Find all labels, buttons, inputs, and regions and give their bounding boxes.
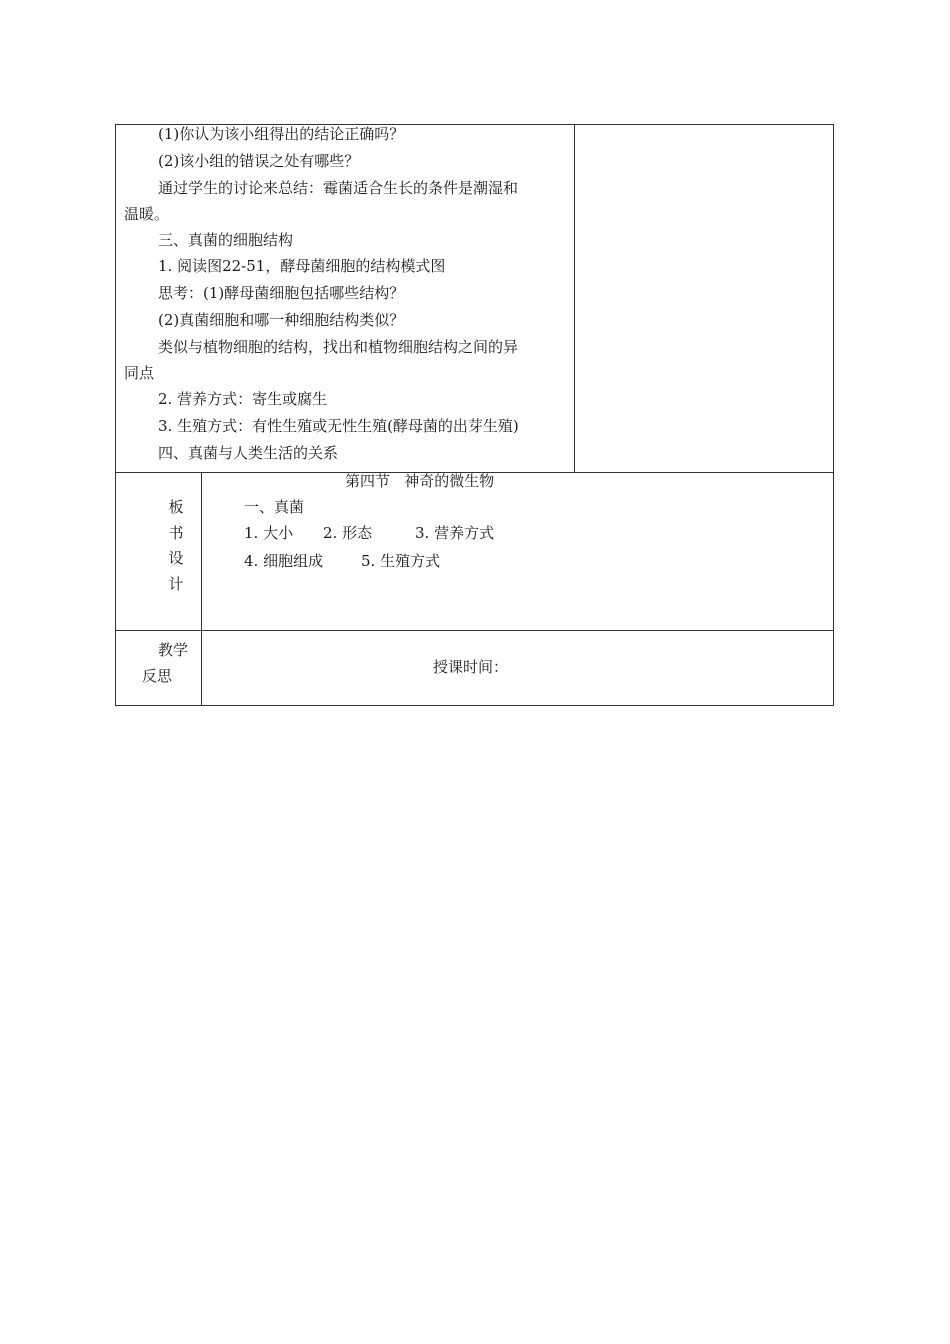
board-design-label-char: 板 [168, 498, 184, 516]
board-design-label-char: 书 [168, 523, 184, 542]
board-item: 3. 营养方式 [415, 524, 495, 542]
process-line: 3. 生殖方式：有性生殖或无性生殖(酵母菌的出芽生殖) [158, 417, 519, 435]
reflection-label-line1: 教学 [158, 641, 189, 659]
table-border-bottom [115, 705, 834, 706]
process-line: 2. 营养方式：寄生或腐生 [158, 390, 328, 408]
process-line: 通过学生的讨论来总结：霉菌适合生长的条件是潮湿和 [158, 179, 519, 197]
notes-cell [575, 125, 833, 472]
board-design-label-char: 设 [168, 549, 184, 567]
table-border-left [115, 124, 116, 706]
board-item: 1. 大小 [244, 524, 294, 542]
board-title: 第四节 神奇的微生物 [345, 472, 495, 490]
board-item: 4. 细胞组成 [244, 552, 324, 570]
class-time-label: 授课时间： [433, 658, 509, 676]
process-line: 温暖。 [124, 205, 170, 223]
process-line: (2)该小组的错误之处有哪些？ [158, 152, 360, 170]
table-border-right [833, 124, 834, 706]
reflection-label-line2: 反思 [142, 667, 173, 685]
process-line: 三、真菌的细胞结构 [158, 231, 294, 249]
board-item: 2. 形态 [323, 524, 373, 542]
board-heading: 一、真菌 [244, 498, 305, 516]
process-line: 同点 [124, 364, 155, 382]
process-line: 思考：(1)酵母菌细胞包括哪些结构？ [158, 284, 405, 302]
process-line: 类似与植物细胞的结构，找出和植物细胞结构之间的异 [158, 338, 519, 356]
process-line: 四、真菌与人类生活的关系 [158, 444, 339, 462]
board-item: 5. 生殖方式 [361, 552, 441, 570]
process-line: 1. 阅读图22-51，酵母菌细胞的结构模式图 [158, 257, 446, 275]
board-design-label [133, 495, 219, 597]
row-divider-2 [115, 630, 834, 631]
process-line: (1)你认为该小组得出的结论正确吗？ [158, 125, 405, 143]
board-design-label-char: 计 [168, 574, 184, 593]
process-line: (2)真菌细胞和哪一种细胞结构类似？ [158, 311, 405, 329]
lesson-plan-table [115, 124, 834, 706]
